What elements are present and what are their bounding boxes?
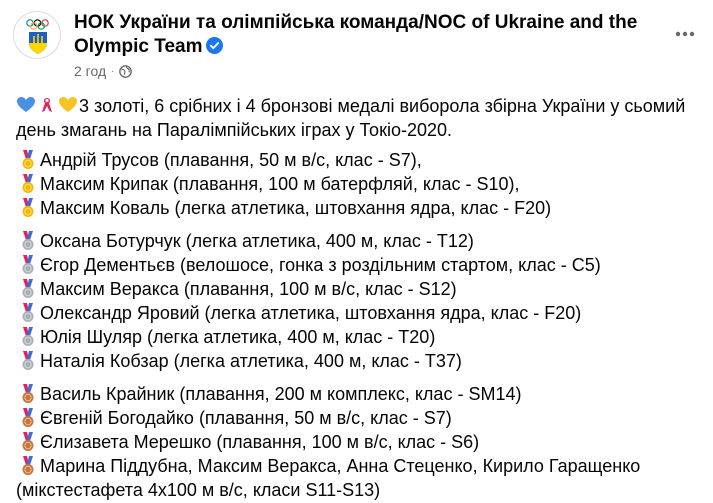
medal-icon	[19, 303, 37, 323]
blue-heart-icon	[16, 95, 36, 115]
medal-row	[16, 229, 706, 253]
medal-row	[16, 148, 706, 172]
noc-ukraine-logo-icon	[14, 12, 61, 59]
medal-row-text: Наталія Кобзар (легка атлетика, 400 м, клас - T37)	[40, 351, 462, 371]
post-header	[0, 0, 713, 90]
ukraine-flag-ribbon-icon	[37, 95, 57, 115]
medal-row	[16, 196, 706, 220]
meta-separator: ·	[111, 65, 115, 77]
more-options-button[interactable]	[670, 19, 700, 49]
medal-row	[16, 430, 706, 454]
medal-icon	[19, 327, 37, 347]
medal-row-text: Юлія Шуляр (легка атлетика, 400 м, клас - T20)	[40, 327, 436, 347]
medal-icon	[19, 150, 37, 170]
medal-row-text: Єлизавета Мерешко (плавання, 100 м в/с, клас - S6)	[40, 432, 480, 452]
medal-row-text: Максим Веракса (плавання, 100 м в/с, клас - S12)	[40, 279, 457, 299]
medal-row	[16, 349, 706, 373]
medal-row-text: Василь Крайник (плавання, 200 м комплекс, клас - SM14)	[40, 384, 522, 404]
medal-row-text: Максим Крипак (плавання, 100 м батерфляй, клас - S10),	[40, 174, 520, 194]
silver-medal	[16, 253, 40, 277]
page-name[interactable]	[74, 11, 644, 59]
bronze-medal	[16, 454, 40, 478]
medal-row	[16, 406, 706, 430]
gold-medal	[16, 172, 40, 196]
silver-medals-list	[16, 229, 706, 373]
medal-icon	[19, 231, 37, 251]
medal-row-text: Максим Коваль (легка атлетика, штовхання ядра, клас - F20)	[40, 198, 552, 218]
post-timestamp[interactable]: 2 год	[74, 63, 107, 79]
gold-medal	[16, 148, 40, 172]
medal-icon	[19, 279, 37, 299]
silver-medal	[16, 325, 40, 349]
post-body	[16, 94, 706, 503]
medal-icon	[19, 384, 37, 404]
silver-medal	[16, 349, 40, 373]
medal-icon	[19, 174, 37, 194]
medal-row	[8, 478, 706, 502]
silver-medal	[16, 277, 40, 301]
medal-row-text: Євгеній Богодайко (плавання, 50 м в/с, клас - S7)	[40, 408, 452, 428]
bronze-medal	[16, 382, 40, 406]
gold-medals-list	[16, 148, 706, 220]
medal-row-text: (мікстестафета 4х100 м в/с, класи S11-S13)	[16, 480, 381, 500]
medal-icon	[19, 255, 37, 275]
intro-text: 3 золоті, 6 срібних і 4 бронзові медалі виборола збірна України у сьомий день змагань на Паралімпійських іграх у Токіо-2020.	[16, 96, 686, 140]
medal-row	[16, 301, 706, 325]
medal-row-text: Андрій Трусов (плавання, 50 м в/с, клас - S7),	[40, 150, 422, 170]
more-options-icon	[675, 31, 695, 37]
medal-row	[16, 172, 706, 196]
medal-icon	[19, 351, 37, 371]
verified-badge-icon	[206, 37, 223, 54]
globe-icon[interactable]	[119, 65, 132, 78]
medal-icon	[19, 408, 37, 428]
post-meta	[74, 63, 132, 79]
bronze-medal	[8, 478, 16, 502]
medal-row	[16, 277, 706, 301]
bronze-medal	[16, 406, 40, 430]
medal-row-text: Оксана Ботурчук (легка атлетика, 400 м, клас - T12)	[40, 231, 474, 251]
medal-row	[16, 253, 706, 277]
silver-medal	[16, 229, 40, 253]
page-avatar[interactable]	[13, 11, 61, 59]
page-name-text[interactable]: НОК України та олімпійська команда/NOC of Ukraine and the Olympic Team	[74, 12, 638, 57]
medal-row-text: Єгор Дементьєв (велошосе, гонка з роздільним стартом, клас - C5)	[40, 255, 601, 275]
medal-row	[16, 382, 706, 406]
medal-row-text: Олександр Яровий (легка атлетика, штовхання ядра, клас - F20)	[40, 303, 582, 323]
medal-icon	[19, 432, 37, 452]
silver-medal	[16, 301, 40, 325]
post-intro	[16, 94, 706, 142]
yellow-heart-icon	[58, 95, 78, 115]
medal-icon	[19, 456, 37, 476]
gold-medal	[16, 196, 40, 220]
medal-row-text: Марина Піддубна, Максим Веракса, Анна Стеценко, Кирило Гаращенко	[40, 456, 641, 476]
bronze-medal	[16, 430, 40, 454]
medal-row	[16, 325, 706, 349]
medal-icon	[19, 198, 37, 218]
medal-row	[16, 454, 706, 478]
bronze-medals-list	[16, 382, 706, 502]
